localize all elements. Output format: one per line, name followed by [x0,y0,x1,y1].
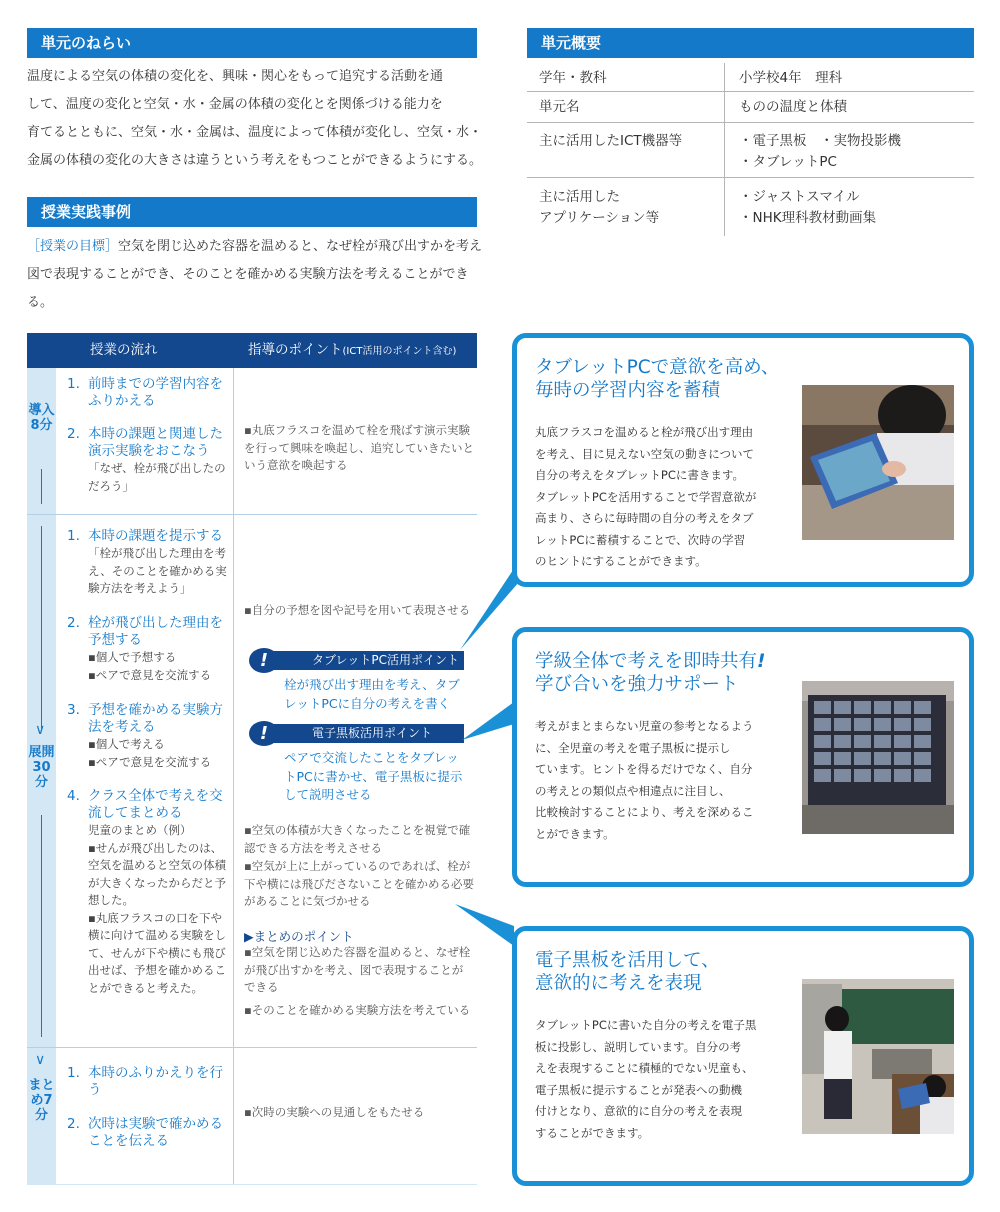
step-sub: ▪個人で考える [88,737,165,751]
callout-text [535,422,775,573]
step-sub: 「栓が飛び出した理由を考え、そのことを確かめる実験方法を考えよう」 [88,546,227,595]
overview-value: ものの温度と体積 [739,99,847,115]
overview-key: 単元名 [527,92,725,122]
ict-point-title: 電子黒板活用ポイント [272,724,464,743]
ict-point-text: ペアで交流したことをタブレットPCに書かせ、電子黒板に提示して説明させる [284,750,463,802]
callout-board-express [512,926,974,1186]
flow-col-points-note: (ICT活用のポイント含む) [342,346,457,357]
callout-line: を考え、目に見えない空気の動きについて [535,446,754,461]
phase-intro: 導入8分 [28,403,55,433]
flow-col-steps: 授業の流れ [90,342,158,358]
point-text: ▪空気が上に上がっているのであれば、栓が下や横には飛びださないことを確かめる必要があることに気づかせる [244,859,474,908]
step-sub: ▪ペアで意見を交流する [88,754,212,769]
flow-col-points: 指導のポイント(ICT活用のポイント含む) [248,342,457,358]
step-title: 予想を確かめる実験方法を考える [88,702,223,735]
callout-line: することができます。 [535,1125,650,1140]
ict-point-text: 栓が飛び出す理由を考え、タブレットPCに自分の考えを書く [284,677,460,711]
callout-line: とができます。 [535,826,615,841]
practice-header: 授業実践事例 [27,197,477,227]
callout-title-line: 電子黒板を活用して、 [535,950,720,971]
callout-line: レットPCに蓄積することで、次時の学習 [535,532,746,547]
step-sub: ▪丸底フラスコの口を下や横に向けて温める実験をして、せんが下や横にも飛び出せば、予想を確かめることができると考えた。 [88,910,226,995]
point-text: ▪空気を閉じ込めた容器を温めると、なぜ栓が飛び出すかを考え、図で表現することができる [244,945,471,994]
overview-key-line: アプリケーション等 [539,210,660,226]
callout-title-bang: ! [757,651,766,672]
callout-line: 比較検討することにより、考えを深めるこ [535,805,754,819]
step-number: 2. [67,426,80,442]
callout-title-line: 学級全体で考えを即時共有! [535,651,766,672]
step-number: 2. [67,1116,80,1132]
practice-goal-line: 図で表現することができ、そのことを確かめる実験方法を考えることができる。 [27,267,469,310]
overview-key-line: 主に活用した [539,189,620,205]
point-text: ▪丸底フラスコを温めて栓を飛ばす演示実験を行って興味を喚起し、追究していきたいという意欲を喚起する [244,423,474,472]
callout-tablet [512,333,974,587]
callout-line: タブレットPCに書いた自分の考えを電子黒 [535,1018,757,1032]
point-text: ▪自分の予想を図や記号を用いて表現させる [244,603,471,617]
overview-value-line: ・ジャストスマイル [739,189,860,205]
callout-text [535,1015,775,1144]
step-title: 本時の課題と関連した演示実験をおこなう [88,426,223,459]
step-sub: ▪ペアで意見を交流する [88,667,212,682]
phase-summary: まとめ7分 [28,1078,55,1123]
step-sub: 「なぜ、栓が飛び出したのだろう」 [88,461,226,493]
callout-title [535,949,720,995]
point-text: ▪空気の体積が大きくなったことを視覚で確認できる方法を考えさせる [244,823,471,855]
step-number: 1. [67,1065,80,1081]
overview-value-line: ・NHK理科教材動画集 [739,210,877,226]
callout-line: 丸底フラスコを温めると栓が飛び出す理由 [535,425,754,439]
goal-label: ［授業の目標］ [27,239,119,254]
step-number: 1. [67,376,80,392]
connector-board [462,702,514,740]
exclamation-icon: ! [249,721,279,746]
callout-line: 板に投影し、説明しています。自分の考 [535,1039,742,1054]
callout-line: 自分の考えをタブレットPCに書きます。 [535,468,744,482]
callout-title [535,356,779,402]
callout-text [535,716,775,845]
callout-line: 考えがまとまらない児童の参考となるよう [535,719,754,733]
phase-develop: 展開30分 [28,745,55,790]
point-text: ▪次時の実験への見通しをもたせる [244,1105,425,1119]
step-title: 次時は実験で確かめることを伝える [88,1116,223,1149]
step-number: 3. [67,702,80,718]
callout-title-line: 毎時の学習内容を蓄積 [535,380,721,401]
callout-line: ています。ヒントを得るだけでなく、自分 [535,762,753,776]
arrow-down-icon: ∨ [35,1052,46,1068]
callout-board-share [512,627,974,887]
goal-text: 空気を閉じ込めた容器を温めると、なぜ栓が飛び出すかを考え [118,239,483,254]
step-title: 本時のふりかえりを行う [88,1065,223,1098]
point-text: ▪そのことを確かめる実験方法を考えている [244,1003,471,1017]
photo-board-express [802,979,954,1134]
summary-point-label: ▶まとめのポイント [244,929,354,944]
aims-line: 温度による空気の体積の変化を、興味・関心をもって追究する活動を通 [27,69,444,84]
aims-line: して、温度の変化と空気・水・金属の体積の変化とを関係づける能力を [27,97,443,112]
step-number: 1. [67,528,80,544]
arrow-down-icon: ∨ [35,722,46,738]
step-title: クラス全体で考えを交流してまとめる [88,788,223,821]
aims-header: 単元のねらい [27,28,477,58]
connector-summary [455,904,514,946]
overview-value: 小学校4年 理科 [739,70,843,86]
callout-line: に、全児童の考えを電子黒板に提示し [535,740,731,755]
step-title: 栓が飛び出した理由を予想する [88,615,223,648]
callout-line: 電子黒板に提示することが発表への動機 [535,1082,742,1097]
step-title: 前時までの学習内容をふりかえる [88,376,223,409]
callout-title-line: タブレットPCで意欲を高め、 [535,357,780,378]
photo-tablet [802,385,954,540]
aims-line: 育てるとともに、空気・水・金属は、温度によって体積が変化し、空気・水・ [27,125,483,140]
overview-key: 主に活用したICT機器等 [527,123,725,177]
exclamation-icon: ! [249,648,279,673]
callout-line: タブレットPCを活用することで学習意欲が [535,489,757,504]
step-sub: ▪個人で予想する [88,650,177,664]
overview-key: 学年・教科 [527,63,725,91]
callout-line: えを表現することに積極的でない児童も、 [535,1061,754,1075]
callout-title [535,650,765,696]
callout-title-line: 意欲的に考えを表現 [535,973,702,994]
callout-line: のヒントにすることができます。 [535,554,707,568]
step-sub: 児童のまとめ（例） [88,823,192,837]
step-title: 本時の課題を提示する [88,528,223,544]
step-number: 4. [67,788,80,804]
overview-value-line: ・電子黒板 ・実物投影機 [739,133,901,149]
callout-line: 高まり、さらに毎時間の自分の考えをタブ [535,511,754,525]
overview-header: 単元概要 [527,28,974,58]
ict-point-title: タブレットPC活用ポイント [272,651,464,670]
connector-tablet [460,561,519,650]
step-sub: ▪せんが飛び出したのは、空気を温めると空気の体積が大きくなったからだと予想した。 [88,840,226,907]
photo-board-share [802,681,954,834]
aims-line: 金属の体積の変化の大きさは違うという考えをもつことができるようにする。 [27,153,483,168]
step-number: 2. [67,615,80,631]
overview-value-line: ・タブレットPC [739,154,837,170]
callout-line: 付けとなり、意欲的に自分の考えを表現 [535,1104,742,1118]
callout-title-line: 学び合いを強力サポート [535,674,739,695]
callout-line: の考えとの類似点や相違点に注目し、 [535,783,731,798]
